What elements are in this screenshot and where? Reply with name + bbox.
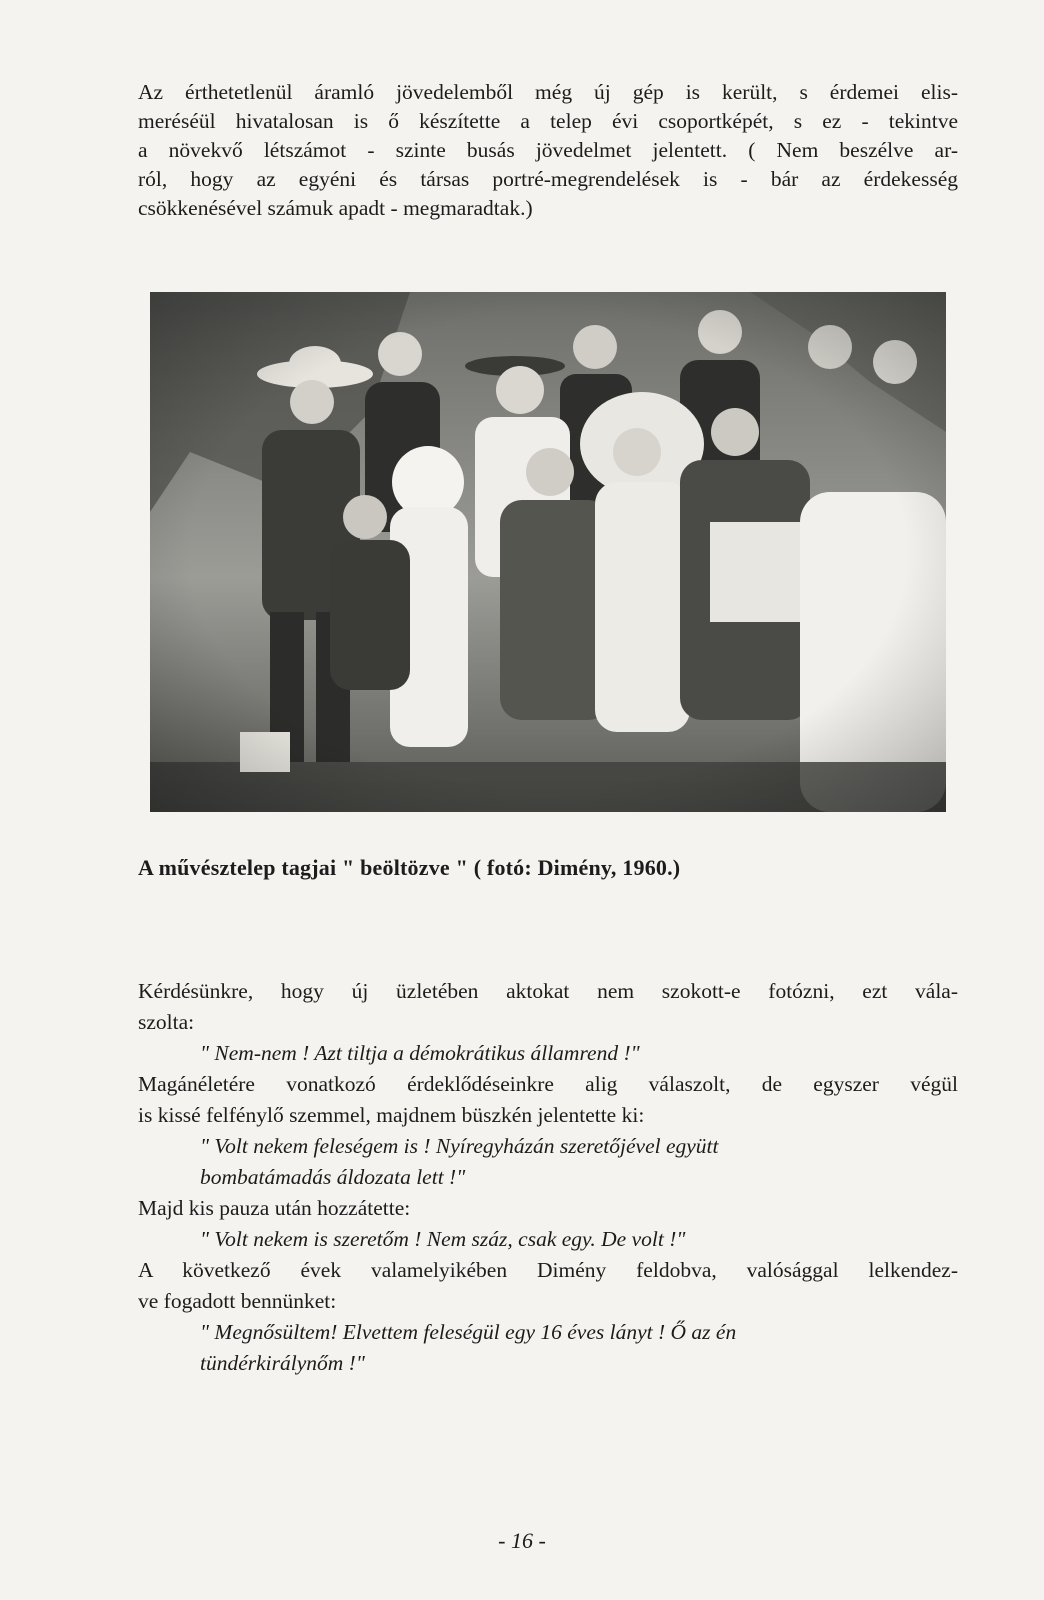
body-line: is kissé felfénylő szemmel, majdnem büszkén jelentette ki:: [138, 1103, 645, 1127]
body-line: Magánéletére vonatkozó érdeklődéseinkre alig válaszolt, de egyszer végül: [138, 1072, 958, 1096]
quote-line: " Nem-nem ! Azt tiltja a démokrátikus államrend !": [200, 1041, 640, 1065]
body-line: Kérdésünkre, hogy új üzletében aktokat nem szokott-e fotózni, ezt vála-: [138, 979, 958, 1003]
body-line: Majd kis pauza után hozzátette:: [138, 1196, 411, 1220]
intro-line: csökkenésével számuk apadt - megmaradtak.): [138, 196, 533, 220]
quote-line: tündérkirálynőm !": [200, 1351, 365, 1375]
group-photo: [150, 292, 946, 812]
quote-line: " Megnősültem! Elvettem feleségül egy 16 éves lányt ! Ő az én: [200, 1320, 737, 1344]
intro-line: a növekvő létszámot - szinte busás jövedelmet jelentett. ( Nem beszélve ar-: [138, 138, 958, 162]
intro-line: meréséül hivatalosan is ő készítette a telep évi csoportképét, s ez - tekintve: [138, 109, 958, 133]
body-line: A következő évek valamelyikében Dimény feldobva, valósággal lelkendez-: [138, 1258, 958, 1282]
body-line: szolta:: [138, 1010, 195, 1034]
page-number: - 16 -: [498, 1528, 546, 1553]
intro-paragraph: [138, 78, 958, 223]
photo-caption: A művésztelep tagjai " beöltözve " ( fotó: Dimény, 1960.): [138, 855, 681, 880]
body-line: ve fogadott bennünket:: [138, 1289, 337, 1313]
intro-line: ról, hogy az egyéni és társas portré-megrendelések is - bár az érdekesség: [138, 167, 958, 191]
intro-line: Az érthetetlenül áramló jövedelemből még új gép is került, s érdemei elis-: [138, 80, 958, 104]
quote-line: bombatámadás áldozata lett !": [200, 1165, 466, 1189]
body-text: [138, 976, 958, 1379]
quote-line: " Volt nekem feleségem is ! Nyíregyházán szeretőjével együtt: [200, 1134, 719, 1158]
quote-line: " Volt nekem is szeretőm ! Nem száz, csak egy. De volt !": [200, 1227, 686, 1251]
group-photo-illustration: [150, 292, 946, 812]
